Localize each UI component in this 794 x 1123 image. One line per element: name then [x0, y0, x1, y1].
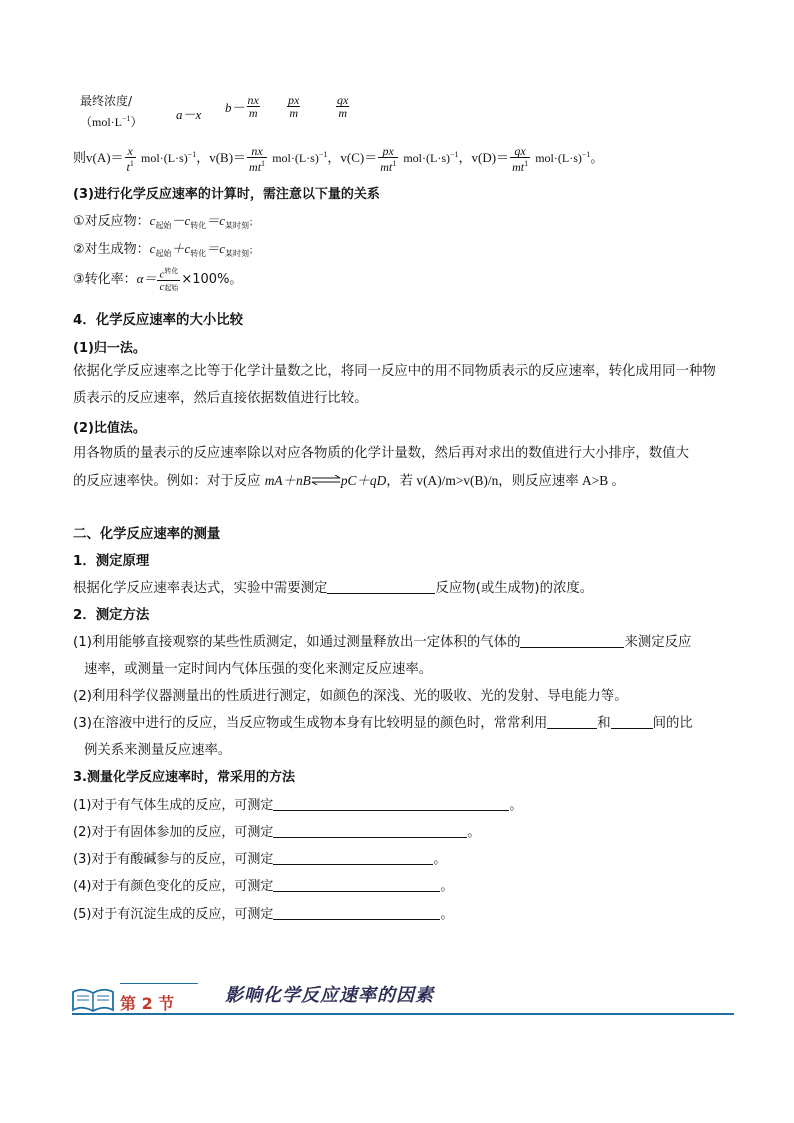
method2-title: (2)比值法。 — [73, 421, 146, 436]
note3-item-conversion: ③转化率：α＝ $\frac{c^{转化}}{\text{c起始}}$ ×100%。 — [73, 266, 243, 294]
common-method-2: (2)对于有固体参加的反应，可测定 。 — [73, 825, 481, 840]
blank-answer-5[interactable] — [273, 906, 440, 920]
method-item-3-cont: 例关系来测量反应速率。 — [84, 743, 232, 758]
note3-item-reactant: ①对反应物：$c_{起始}-c_{转化}=c_{某时刻}$； — [73, 213, 259, 230]
method1-title: (1)归一法。 — [73, 341, 146, 356]
method-item-1: (1)利用能够直接观察的某些性质测定，如通过测量释放出一定体积的气体的 来测定反应 — [73, 635, 692, 650]
blank-measure[interactable] — [327, 580, 435, 594]
method-item-1-cont: 速率，或测量一定时间内气体压强的变化来测定反应速率。 — [84, 662, 433, 677]
methods-title: 2．测定方法 — [73, 608, 150, 623]
method1-text: 依据化学反应速率之比等于化学计量数之比，将同一反应中的用不同物质表示的反应速率，转化成用同一种物质表示的反应速率，然后直接依据数值进行比较。 — [73, 364, 716, 406]
common-method-1: (1)对于有气体生成的反应，可测定 。 — [73, 798, 523, 813]
section-divider — [72, 1013, 734, 1015]
rate-formulas-line: 则v(A)＝ $\frac{x}{t^1}$ $mol\cdot(L\cdot s)^{-1}$，v(B)＝ $\frac{nx}{mt^1}$ $mol\cdot(L\cdot s)^{-1}$，v(C)＝ $\frac{px}{mt^1}$ $mol\cdot(L\cdot s)^{-1}$，v(D)＝ $\frac{qx}{mt^1}$ $mol\cdot(L\cdot s)^{-1}$。 — [73, 143, 604, 174]
principle-text: 根据化学反应速率表达式，实验中需要测定 反应物(或生成物)的浓度。 — [73, 581, 594, 596]
method2-text-line1: 用各物质的量表示的反应速率除以对应各物质的化学计量数，然后再对求出的数值进行大小排序，数值大 — [73, 446, 689, 461]
cell-a: a－x — [176, 107, 202, 122]
section-badge: 第 2 节 — [120, 994, 175, 1013]
part2-title: 二、化学反应速率的测量 — [73, 527, 221, 542]
blank-answer-4[interactable] — [273, 878, 440, 892]
method2-text-line2: 的反应速率快。例如：对于反应 mA＋nB pC＋qD，若 v(A)/m>v(B)/n，则反应速率 A>B 。 — [73, 473, 625, 489]
cell-b: b－ $\frac{nx}{m}$ — [225, 93, 259, 120]
row-label: 最终浓度/ $(mol\cdot L^{-1})$ — [80, 94, 143, 129]
method-item-3: (3)在溶液中进行的反应，当反应物或生成物本身有比较明显的颜色时，常常利用 和 间的比 — [73, 716, 693, 731]
reversible-arrow-icon — [311, 474, 341, 489]
section-badge-rule — [120, 983, 198, 984]
principle-title: 1．测定原理 — [73, 554, 150, 569]
common-method-3: (3)对于有酸碱参与的反应，可测定 。 — [73, 852, 447, 867]
common-method-4: (4)对于有颜色变化的反应，可测定 。 — [73, 879, 454, 894]
blank-color-1[interactable] — [547, 715, 597, 729]
blank-gas[interactable] — [520, 634, 624, 648]
method-item-2: (2)利用科学仪器测量出的性质进行测定，如颜色的深浅、光的吸收、光的发射、导电能力等。 — [73, 689, 628, 704]
cell-c: $\frac{px}{m}$ — [288, 93, 300, 120]
common-method-5: (5)对于有沉淀生成的反应，可测定 。 — [73, 907, 454, 922]
section4-title: 4．化学反应速率的大小比较 — [73, 313, 244, 328]
section-title: 影响化学反应速率的因素 — [225, 985, 434, 1006]
blank-answer-2[interactable] — [273, 824, 467, 838]
common-methods-title: 3.测量化学反应速率时，常采用的方法 — [73, 770, 295, 785]
blank-answer-3[interactable] — [273, 851, 433, 865]
note3-title: (3)进行化学反应速率的计算时，需注意以下量的关系 — [73, 187, 380, 202]
cell-d: $\frac{qx}{m}$ — [337, 93, 349, 120]
table-row-final-concentration — [80, 92, 380, 132]
note3-item-product: ②对生成物：$c_{起始}+c_{转化}=c_{某时刻}$； — [73, 241, 259, 258]
blank-color-2[interactable] — [611, 715, 653, 729]
blank-answer-1[interactable] — [273, 797, 509, 811]
